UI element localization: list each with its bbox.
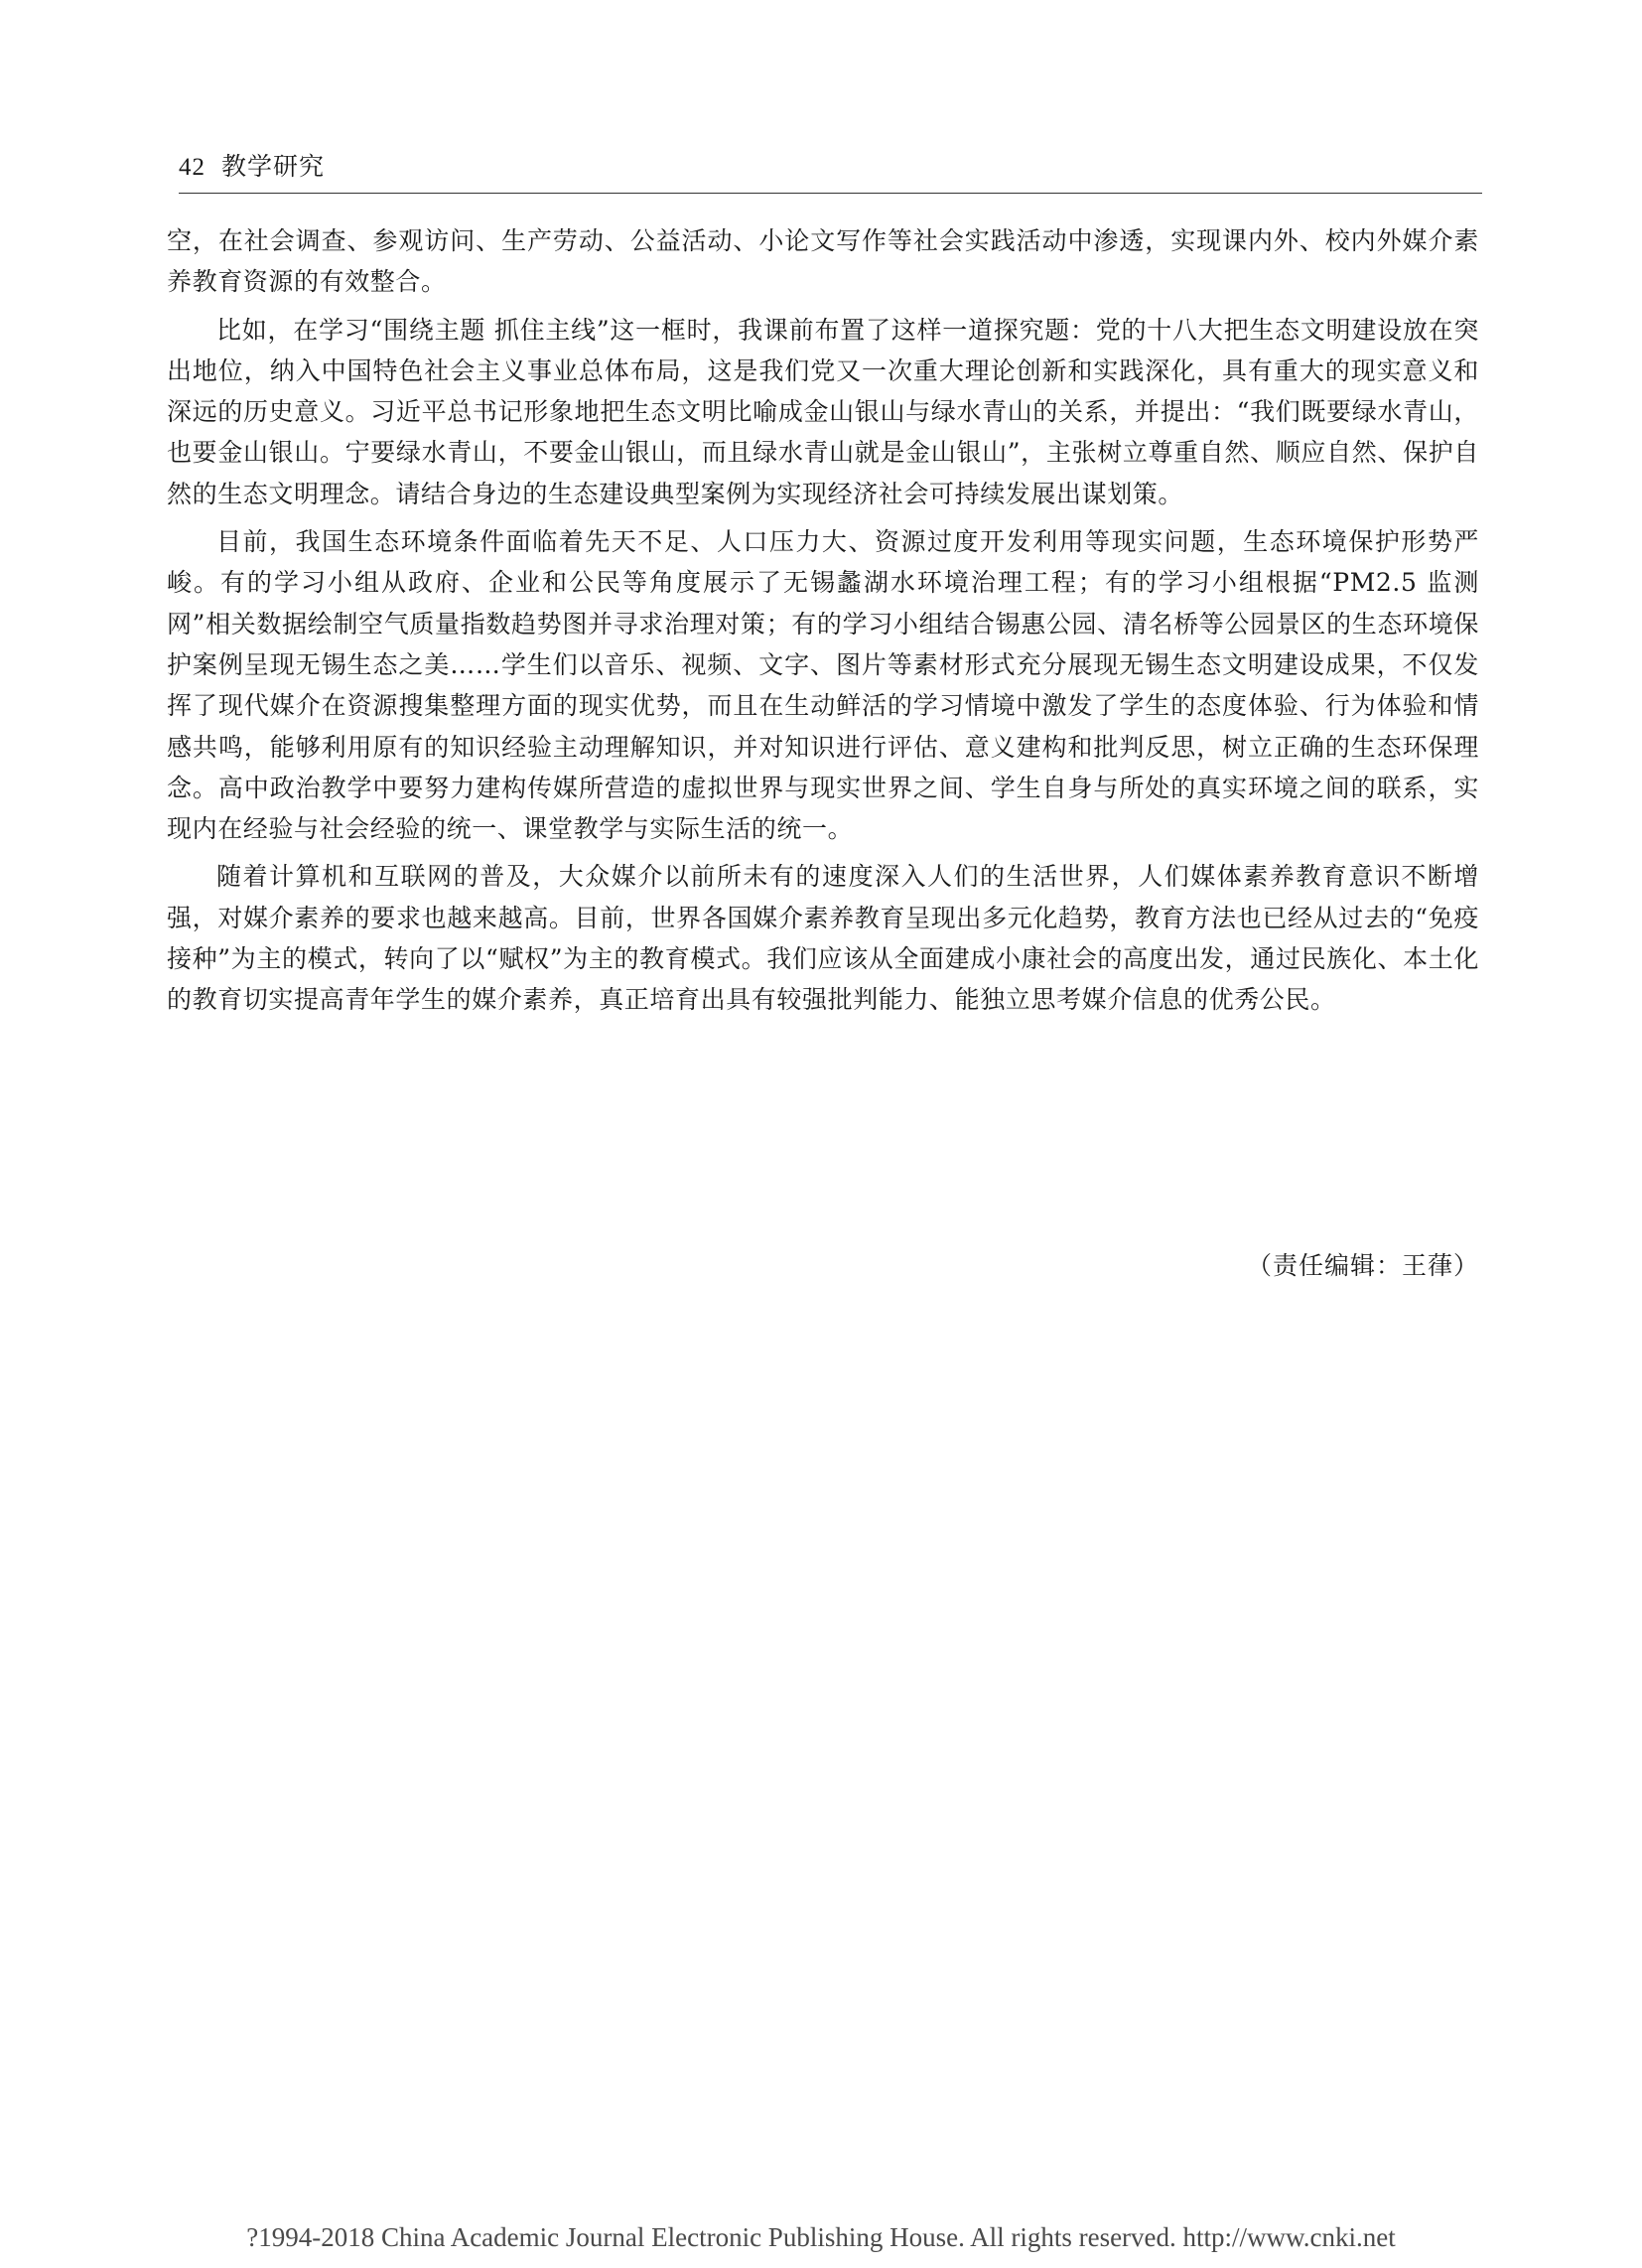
journal-title: 教学研究 bbox=[221, 152, 326, 181]
copyright-footer: ?1994-2018 China Academic Journal Electronic Publishing House. All rights reserved. http://www.cnki.net bbox=[246, 2222, 1396, 2252]
paragraph: 随着计算机和互联网的普及，大众媒介以前所未有的速度深入人们的生活世界，人们媒体素养教育意识不断增强，对媒介素养的要求也越来越高。目前，世界各国媒介素养教育呈现出多元化趋势，教育方法也已经从过去的“免疫接种”为主的模式，转向了以“赋权”为主的教育模式。我们应该从全面建成小康社会的高度出发，通过民族化、本土化的教育切实提高青年学生的媒介素养，真正培育出具有较强批判能力、能独立思考媒介信息的优秀公民。 bbox=[167, 862, 1479, 1015]
running-header bbox=[179, 147, 325, 183]
paragraph: 比如，在学习“围绕主题 抓住主线”这一框时，我课前布置了这样一道探究题：党的十八大把生态文明建设放在突出地位，纳入中国特色社会主义事业总体布局，这是我们党又一次重大理论创新和实践深化，具有重大的现实意义和深远的历史意义。习近平总书记形象地把生态文明比喻成金山银山与绿水青山的关系，并提出：“我们既要绿水青山，也要金山银山。宁要绿水青山，不要金山银山，而且绿水青山就是金山银山”，主张树立尊重自然、顺应自然、保护自然的生态文明理念。请结合身边的生态建设典型案例为实现经济社会可持续发展出谋划策。 bbox=[167, 315, 1479, 508]
header-divider bbox=[179, 193, 1482, 194]
article-body bbox=[167, 220, 1479, 1028]
page-number: 42 bbox=[179, 154, 205, 181]
paragraph: 目前，我国生态环境条件面临着先天不足、人口压力大、资源过度开发利用等现实问题，生态环境保护形势严峻。有的学习小组从政府、企业和公民等角度展示了无锡蠡湖水环境治理工程；有的学习小组根据“PM2.5 监测网”相关数据绘制空气质量指数趋势图并寻求治理对策；有的学习小组结合锡惠公园、清名桥等公园景区的生态环境保护案例呈现无锡生态之美……学生们以音乐、视频、文字、图片等素材形式充分展现无锡生态文明建设成果，不仅发挥了现代媒介在资源搜集整理方面的现实优势，而且在生动鲜活的学习情境中激发了学生的态度体验、行为体验和情感共鸣，能够利用原有的知识经验主动理解知识，并对知识进行评估、意义建构和批判反思，树立正确的生态环保理念。高中政治教学中要努力建构传媒所营造的虚拟世界与现实世界之间、学生自身与所处的真实环境之间的联系，实现内在经验与社会经验的统一、课堂教学与实际生活的统一。 bbox=[167, 527, 1479, 844]
paragraph-continued: 空，在社会调查、参观访问、生产劳动、公益活动、小论文写作等社会实践活动中渗透，实现课内外、校内外媒介素养教育资源的有效整合。 bbox=[167, 226, 1479, 297]
editor-credit: （责任编辑：王葎） bbox=[1246, 1251, 1479, 1280]
